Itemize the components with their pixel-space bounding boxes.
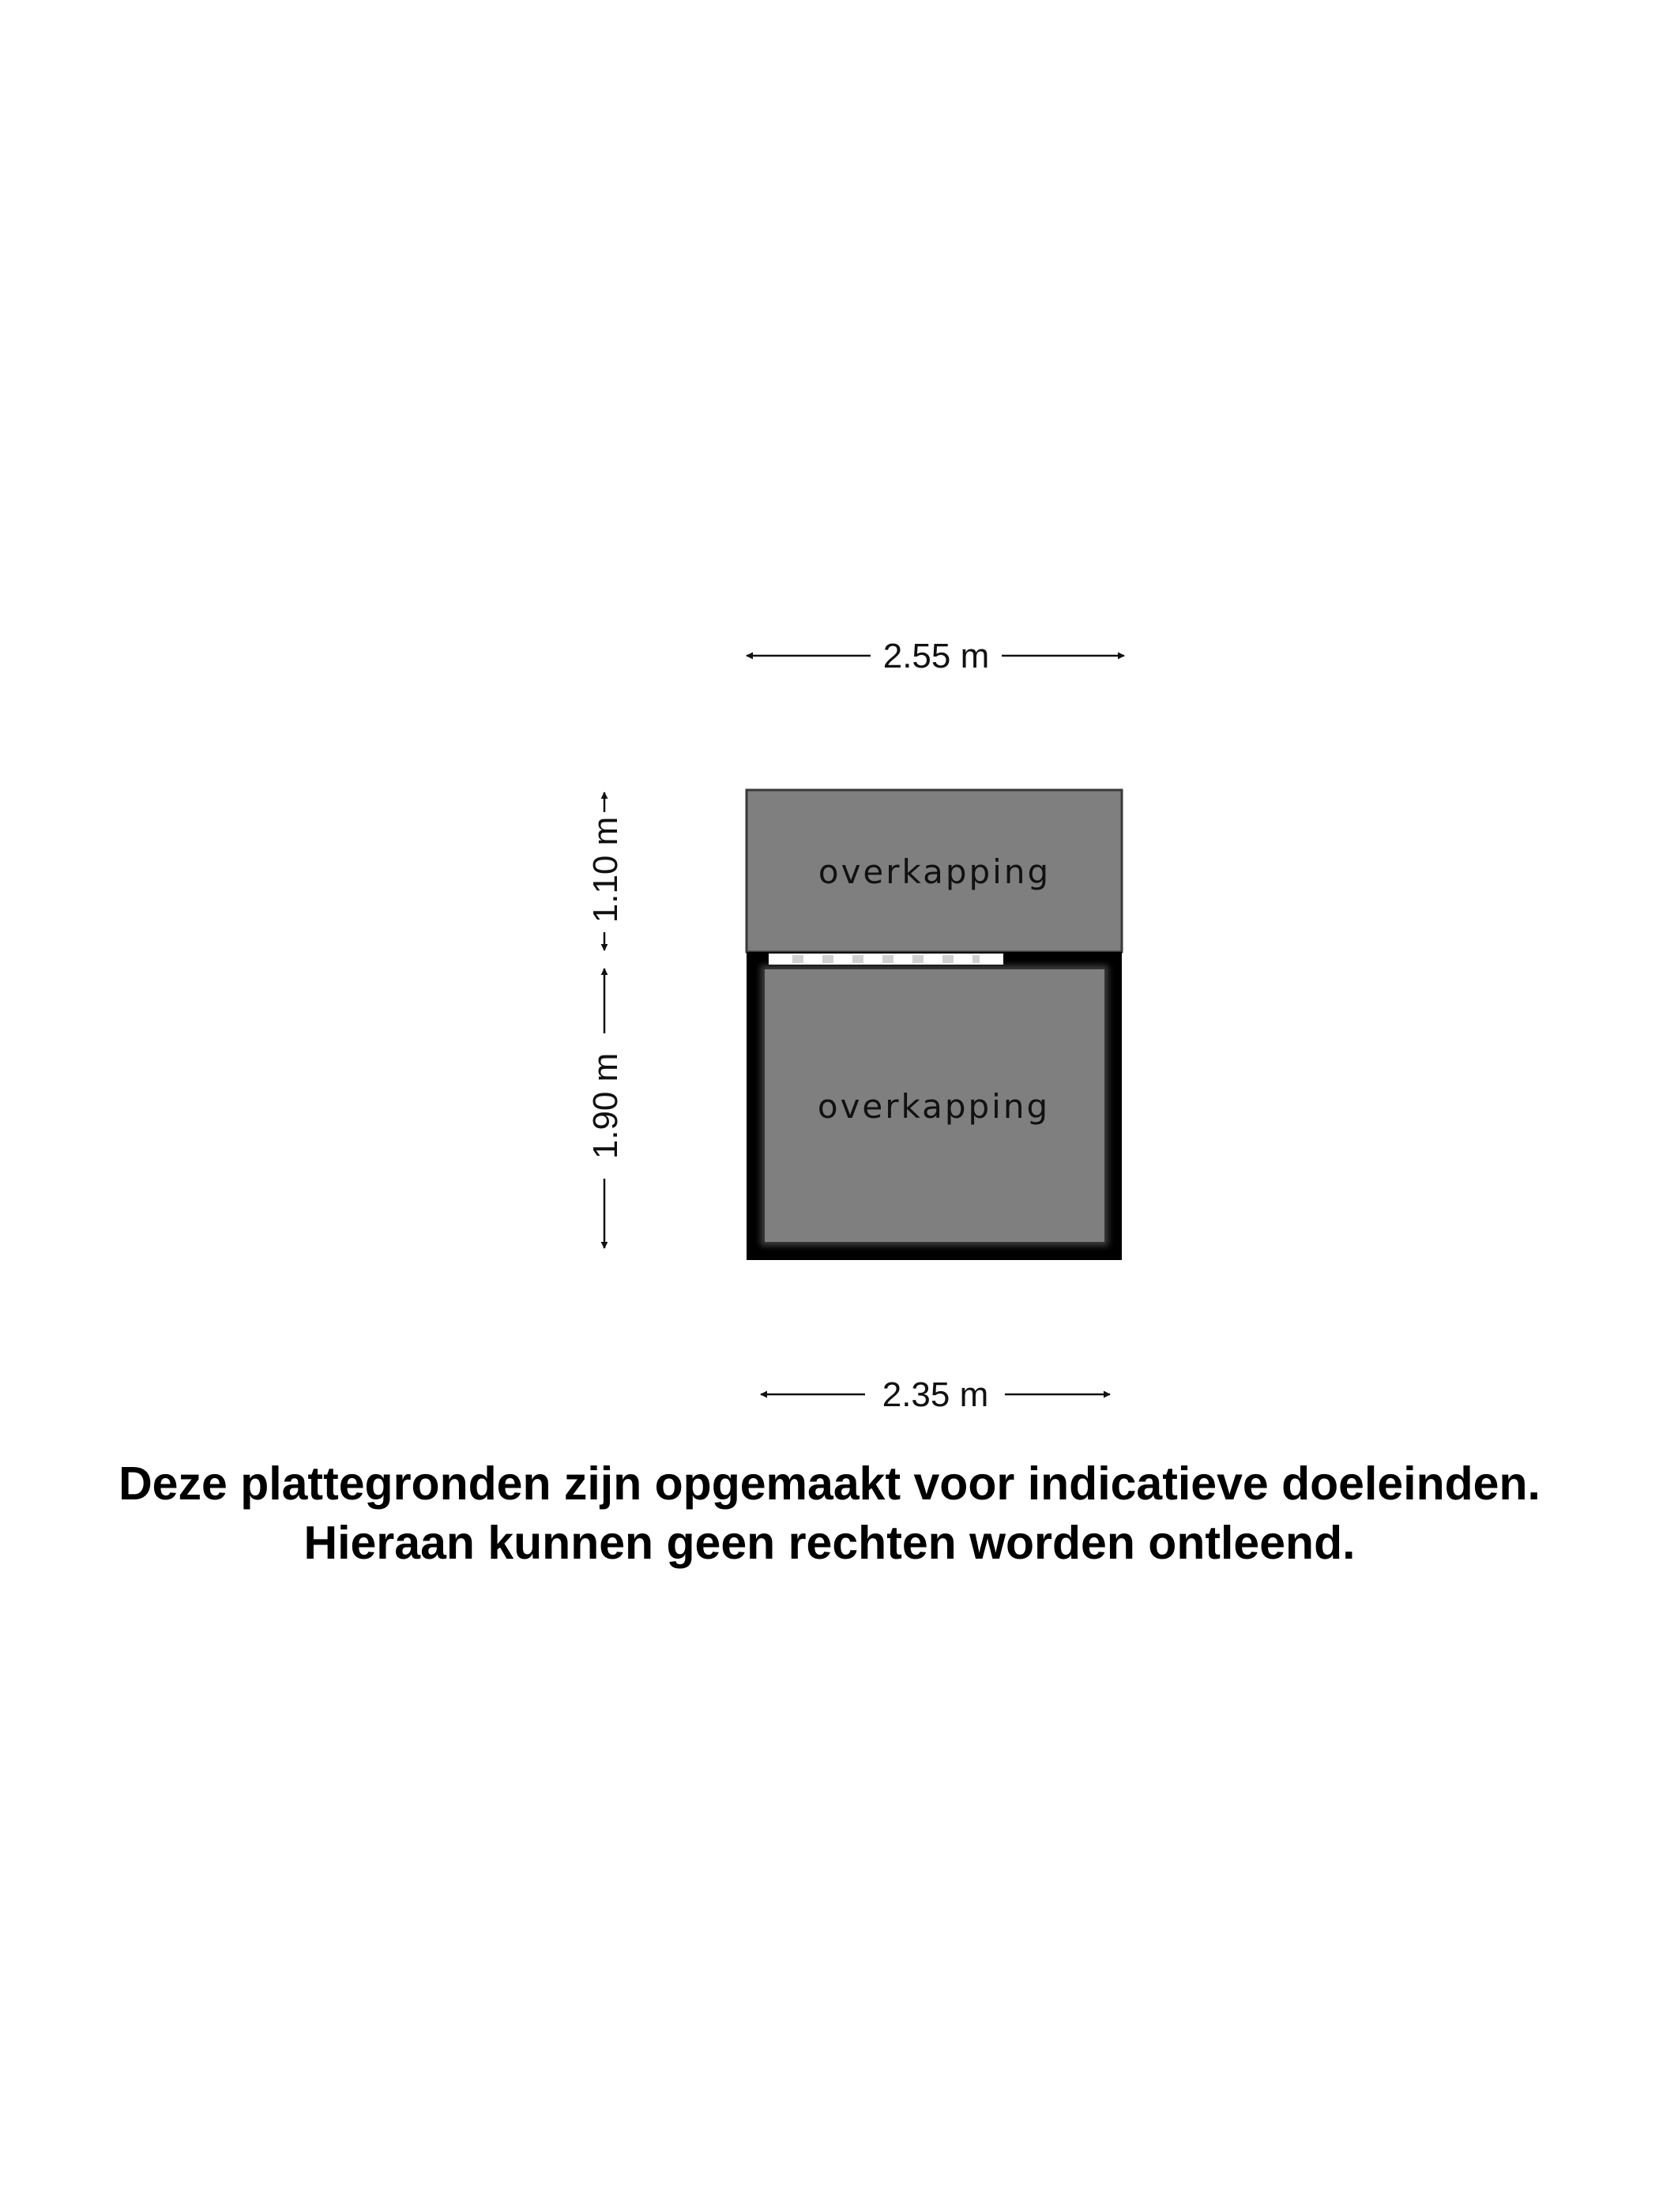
dimension-top-width [747,637,1124,675]
dimension-lower-height-label: 1.90 m [586,1052,625,1160]
room-overkapping-upper [747,790,1122,952]
dimension-lower-height [586,969,625,1248]
dimension-upper-height [586,792,625,950]
room-label-lower: overkapping [817,1087,1051,1126]
disclaimer-line-2: Hieraan kunnen geen rechten worden ontleend. [303,1517,1356,1569]
door-opening [769,954,1003,965]
room-label-upper: overkapping [818,852,1051,891]
room-overkapping-lower [747,952,1122,1260]
disclaimer-line-1: Deze plattegronden zijn opgemaakt voor indicatieve doeleinden. [118,1458,1540,1510]
dimension-bottom-width [761,1375,1110,1414]
dimension-upper-height-label: 1.10 m [586,816,625,924]
dimension-top-width-label: 2.55 m [882,637,990,675]
dimension-bottom-width-label: 2.35 m [882,1375,989,1414]
